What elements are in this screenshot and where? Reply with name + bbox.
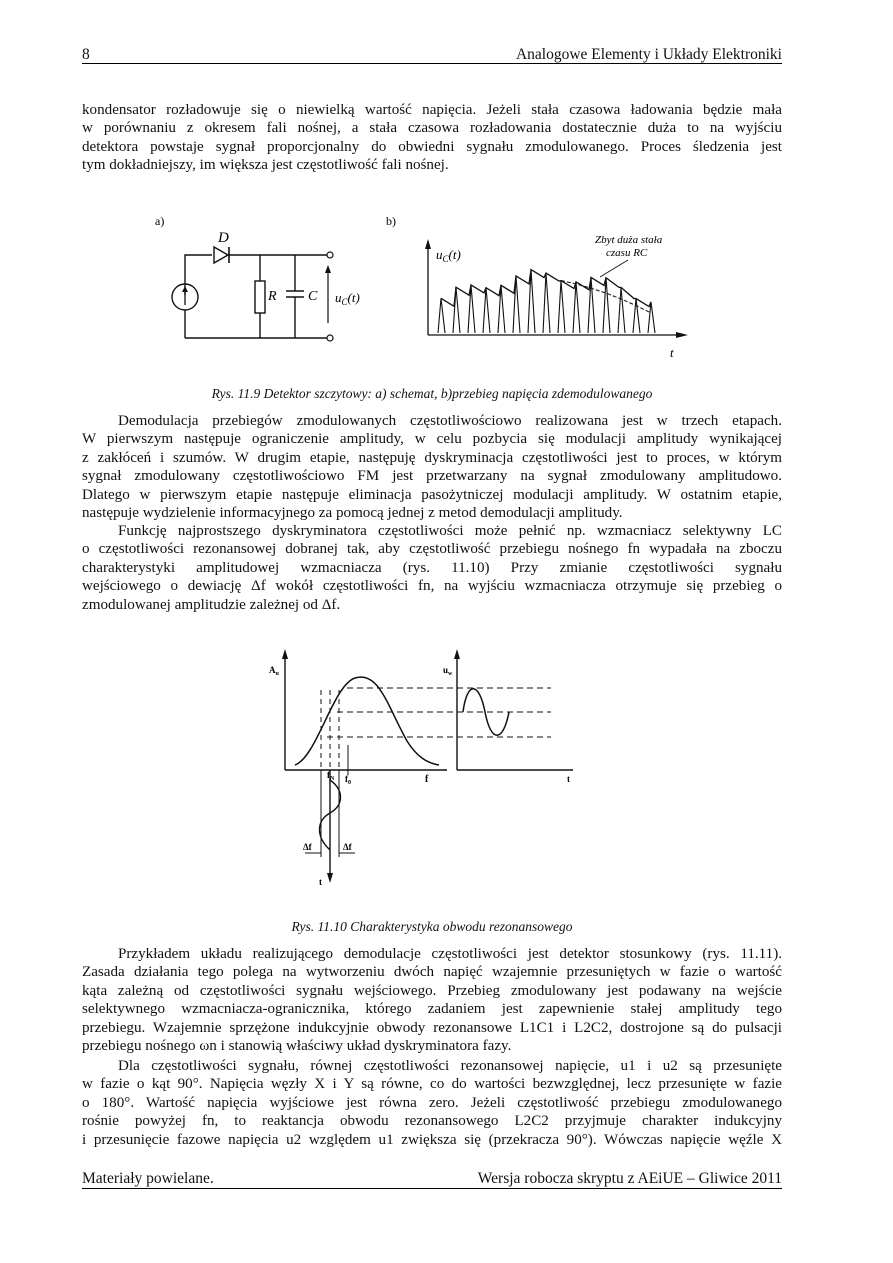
carrier-pulse	[558, 281, 561, 333]
carrier-pulse	[543, 273, 546, 333]
carrier-pulse	[531, 270, 535, 333]
figure-11-10	[255, 645, 585, 900]
t-bottom-label: t	[319, 877, 322, 887]
waveform-b	[386, 214, 688, 360]
text-line: detektora powstaje sygnał proporcjonalny do obwiedni sygnału zmodulowanego. Proces śledzenia jest	[82, 138, 782, 155]
terminal-bottom	[327, 335, 333, 341]
text-line: o częstotliwości rezonansowej dobranej tak, aby częstotliwość przebiegu nośnego fn wypadała na zboczu	[82, 541, 782, 558]
carrier-pulse	[546, 273, 550, 333]
text-line: i przesunięcie fazowe napięcia u2 względem u1 zwiększa się (przekracza 90°). Wówczas napięcie węźle X	[82, 1131, 782, 1148]
f-axis-label: f	[425, 774, 429, 785]
carrier-pulse	[591, 277, 595, 333]
label-b: b)	[386, 214, 396, 228]
text-line: Demodulacja przebiegów zmodulowanych częstotliwościowo realizowana jest w trzech etapach.	[118, 413, 782, 429]
label-a: a)	[155, 214, 165, 228]
figure-11-9-caption: Rys. 11.9 Detektor szczytowy: a) schemat, b)przebieg napięcia zdemodulowanego	[211, 386, 653, 401]
text-line: Dlatego w pierwszym etapie następuje eliminacja pasożytniczej modulacji amplitudy. W ostatnim etapie,	[82, 486, 782, 503]
footer-rule	[82, 1188, 782, 1189]
footer-left: Materiały powielane.	[82, 1170, 214, 1187]
terminal-top	[327, 252, 333, 258]
carrier-pulse	[471, 285, 475, 333]
svg-text:uC(t)	[436, 247, 461, 264]
page-footer	[82, 1170, 782, 1190]
paragraph-3	[82, 522, 782, 614]
f0-label: f	[345, 774, 348, 784]
text-line: Funkcję najprostszego dyskryminatora częstotliwości może pełnić np. wzmacniacz selektywny LC	[118, 523, 782, 539]
carrier-pulse	[561, 281, 565, 333]
carrier-pulse	[501, 285, 505, 333]
text-line: Zasada działania tego polega na wytworzeniu dwóch napięć wzajemnie przesuniętych w fazie o wartość	[82, 964, 782, 981]
resonance-curve	[295, 677, 439, 765]
uc-sub-a: C	[341, 297, 348, 307]
text-line: Przykładem układu realizującego demodulacje częstotliwości jest detektor stosunkowy (rys. 11.11).	[118, 946, 782, 962]
text-line: kondensator rozładowuje się o niewielką wartość napięcia. Jeżeli stała czasowa ładowania będzie mała	[82, 102, 782, 118]
carrier-pulse	[438, 298, 441, 333]
svg-text:Au	[269, 665, 280, 677]
text-line: następuje wydzielenie informacyjnego za pomocą jednej z metod demodulacji amplitudy.	[82, 504, 623, 521]
text-line: zmodulowanej amplitudzie zależnej od Δf.	[82, 596, 341, 613]
carrier-pulse	[576, 282, 580, 333]
text-line: o 180°. Wartość napięcia wyjściowe jest równa zero. Jeżeli częstotliwość przebiegu zmodulowanego	[82, 1094, 782, 1111]
carrier-signal	[438, 270, 655, 333]
carrier-pulse	[516, 276, 520, 333]
au-sub: u	[275, 671, 279, 677]
carrier-pulse	[633, 299, 636, 333]
text-line: kąta zależną od częstotliwości sygnału wejściowego. Przebieg zmodulowany jest podawany na wejście	[82, 982, 782, 999]
diode-label: D	[218, 230, 229, 246]
f0-sub: 0	[348, 780, 351, 786]
resistor-label: R	[268, 289, 277, 304]
diode-symbol	[214, 247, 229, 263]
header-rule	[82, 63, 782, 64]
text-line: przebiegu nośnego ωn i stanowią właściwy układ dyskryminatora fazy.	[82, 1037, 512, 1054]
note-line-1: Zbyt duża stała	[595, 234, 663, 246]
carrier-pulse	[456, 287, 460, 333]
svg-text:uw	[443, 665, 453, 677]
au-label: A	[269, 665, 276, 675]
figure-11-9	[140, 205, 700, 370]
carrier-pulse	[486, 288, 490, 333]
carrier-pulse	[621, 287, 625, 333]
text-line: W pierwszym następuje ograniczenie amplitudy, w celu pozbycia się modulacji amplitudy wynikającej	[82, 431, 782, 448]
footer-right: Wersja robocza skryptu z AEiUE – Gliwice 2011	[477, 1170, 782, 1187]
text-line: charakterystyki amplitudowej wzmacniacza (rys. 11.10) Przy zmianie częstotliwości sygnału	[82, 559, 782, 576]
capacitor-symbol	[286, 255, 304, 338]
uw-label: u	[443, 665, 449, 675]
uc-arg-a: (t)	[347, 290, 360, 305]
uc-arg-b: (t)	[448, 247, 461, 262]
schematic-a	[155, 214, 360, 341]
text-line: Dla częstotliwości sygnału, równej częstotliwości rezonansowej napięcie, u1 i u2 są przesunięte	[118, 1058, 782, 1074]
voltage-source	[172, 284, 198, 310]
text-line: sygnał zmodulowany częstotliwościowo FM jest przetwarzany na sygnał zmodulowany amplitudowo.	[82, 468, 782, 485]
uc-label-a: u	[335, 290, 342, 305]
text-line: wejściowego o dewiację Δf wokół częstotliwości fn, na wyjściu wzmacniacza otrzymuje się przebieg o	[82, 578, 782, 595]
fn-label: f	[327, 770, 330, 780]
paragraph-2	[82, 412, 782, 522]
text-line: w porównaniu z okresem fali nośnej, a stała czasowa rozładowania dostatecznie duża to na wyjściu	[82, 120, 782, 137]
carrier-pulse	[636, 299, 640, 333]
carrier-pulse	[573, 282, 576, 333]
paragraph-4	[82, 945, 782, 1055]
delta-f-left: Δf	[303, 842, 312, 852]
text-line: w fazie o kąt 90°. Napięcia węzły X i Y są równe, co do wartości bezwzględnej, lecz przesunięte w fazie	[82, 1076, 782, 1093]
svg-text:uC(t)	[335, 290, 360, 307]
paragraph-1	[82, 101, 782, 175]
uw-sub: w	[448, 671, 453, 677]
carrier-pulse	[618, 287, 621, 333]
text-line: przebiegu. Wzajemnie sprzężone indukcyjnie obwody rezonansowe L1C1 i L2C2, dostrojone są do pulsacji	[82, 1019, 782, 1036]
resistor-symbol	[255, 255, 265, 338]
running-title: Analogowe Elementy i Układy Elektroniki	[515, 46, 782, 63]
carrier-pulse	[483, 288, 486, 333]
delta-f-right: Δf	[343, 842, 352, 852]
carrier-pulse	[441, 298, 445, 333]
amplitude-projection-lines	[327, 688, 551, 737]
text-line: tym dokładniejszy, im większa jest częstotliwość fali nośnej.	[82, 157, 449, 174]
paragraph-5	[82, 1057, 782, 1149]
text-line: selektywnego wzmacniacza-ogranicznika, którego zadaniem jest zapewnienie stałej amplitudy tego	[82, 1001, 782, 1018]
capacitor-label: C	[308, 289, 318, 304]
note-line-2: czasu RC	[606, 247, 648, 259]
text-line: z zakłóceń i szumów. W drugim etapie, następuję dyskryminacja częstotliwości jest to proces, w którym	[82, 449, 782, 466]
text-line: rośnie powyżej fn, to reaktancja obwodu rezonansowego L2C2 przyjmuje charakter indukcyjny	[82, 1113, 782, 1130]
carrier-pulse	[606, 278, 610, 333]
figure-11-10-caption: Rys. 11.10 Charakterystyka obwodu rezonansowego	[291, 919, 573, 934]
page-header	[82, 46, 782, 66]
uc-sub-b: C	[442, 254, 449, 264]
page-number: 8	[82, 46, 90, 63]
svg-text:f0	[345, 774, 351, 786]
t-right-label: t	[567, 774, 570, 784]
fn-sub: N	[330, 776, 335, 782]
carrier-pulse	[651, 302, 655, 333]
uc-label-b: u	[436, 247, 443, 262]
t-axis-label: t	[670, 345, 674, 360]
